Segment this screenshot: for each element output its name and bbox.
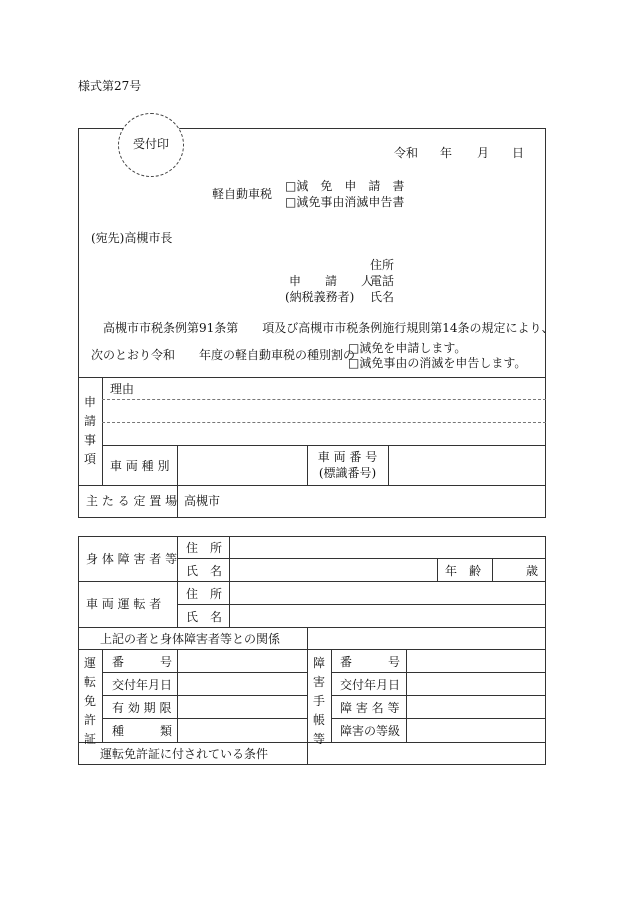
statement-line1: 高槻市市税条例第91条第 項及び高槻市市税条例施行規則第14条の規定により、: [103, 321, 554, 335]
applicant-name-label: 氏名: [370, 290, 395, 304]
statement-line2: 次のとおり令和 年度の軽自動車税の種別割の: [91, 348, 356, 362]
divider: [78, 485, 546, 486]
disabled-person-label: 身 体 障 害 者 等: [86, 552, 178, 566]
divider: [78, 581, 546, 582]
title-option-exemption[interactable]: □減 免 申 請 書: [285, 179, 405, 193]
application-items-label: 申請事項: [83, 395, 96, 466]
handbook-number-label: 番 号: [340, 655, 401, 669]
divider: [388, 445, 389, 485]
date-month: 月: [477, 146, 490, 160]
date-day: 日: [512, 146, 525, 160]
reason-line: [102, 422, 546, 423]
plate-number-label: (標識番号): [318, 466, 377, 480]
divider: [492, 558, 493, 581]
handbook-label: 障害手帳等: [312, 656, 325, 746]
storage-place-label: 主 た る 定 置 場: [86, 494, 178, 508]
title-prefix: 軽自動車税: [212, 187, 273, 201]
reason-label: 理由: [110, 382, 135, 396]
divider: [177, 445, 178, 517]
driver-address-label: 住 所: [186, 587, 223, 601]
disabled-name-label: 氏 名: [186, 564, 223, 578]
relation-label: 上記の者と身体障害者等との関係: [100, 632, 281, 646]
age-label: 年 齢: [445, 564, 482, 578]
disability-name-label: 障 害 名 等: [340, 701, 400, 715]
divider: [102, 718, 307, 719]
divider: [102, 672, 307, 673]
applicant-address-label: 住所: [370, 258, 395, 272]
choice-report-cancellation[interactable]: □減免事由の消滅を申告します。: [348, 356, 527, 370]
divider: [331, 695, 546, 696]
divider: [78, 627, 546, 628]
license-label: 運転免許証: [83, 656, 96, 746]
license-issue-date-label: 交付年月日: [112, 678, 173, 692]
handbook-issue-date-label: 交付年月日: [340, 678, 401, 692]
storage-place-value: 高槻市: [184, 494, 221, 508]
date-year: 年: [440, 146, 453, 160]
divider: [102, 445, 546, 446]
vehicle-type-label: 車 両 種 別: [110, 459, 170, 473]
driver-name-label: 氏 名: [186, 610, 223, 624]
taxpayer-label: (納税義務者): [285, 290, 355, 304]
driver-label: 車 両 運 転 者: [86, 597, 162, 611]
divider: [78, 377, 546, 378]
date-era: 令和: [394, 146, 419, 160]
vehicle-number-label: 車 両 番 号: [317, 450, 378, 464]
addressee: (宛先)高槻市長: [91, 231, 173, 245]
applicant-label: 申 請 人: [289, 274, 374, 288]
divider: [177, 604, 546, 605]
divider: [331, 718, 546, 719]
divider: [331, 672, 546, 673]
divider: [102, 377, 103, 485]
divider: [102, 695, 307, 696]
divider: [437, 558, 438, 581]
divider: [307, 627, 308, 765]
license-conditions-label: 運転免許証に付されている条件: [100, 747, 269, 761]
title-option-cancellation[interactable]: □減免事由消滅申告書: [285, 195, 405, 209]
disability-grade-label: 障害の等級: [340, 724, 401, 738]
divider: [177, 558, 546, 559]
disabled-address-label: 住 所: [186, 541, 223, 555]
applicant-phone-label: 電話: [370, 274, 395, 288]
choice-request-exemption[interactable]: □減免を申請します。: [348, 341, 467, 355]
divider: [78, 649, 546, 650]
license-type-label: 種 類: [112, 724, 173, 738]
form-number: 様式第27号: [78, 79, 142, 93]
license-expiry-label: 有 効 期 限: [112, 701, 172, 715]
stamp-label: 受付印: [132, 137, 169, 151]
reason-line: [102, 399, 546, 400]
license-number-label: 番 号: [112, 655, 173, 669]
age-unit: 歳: [526, 564, 539, 578]
